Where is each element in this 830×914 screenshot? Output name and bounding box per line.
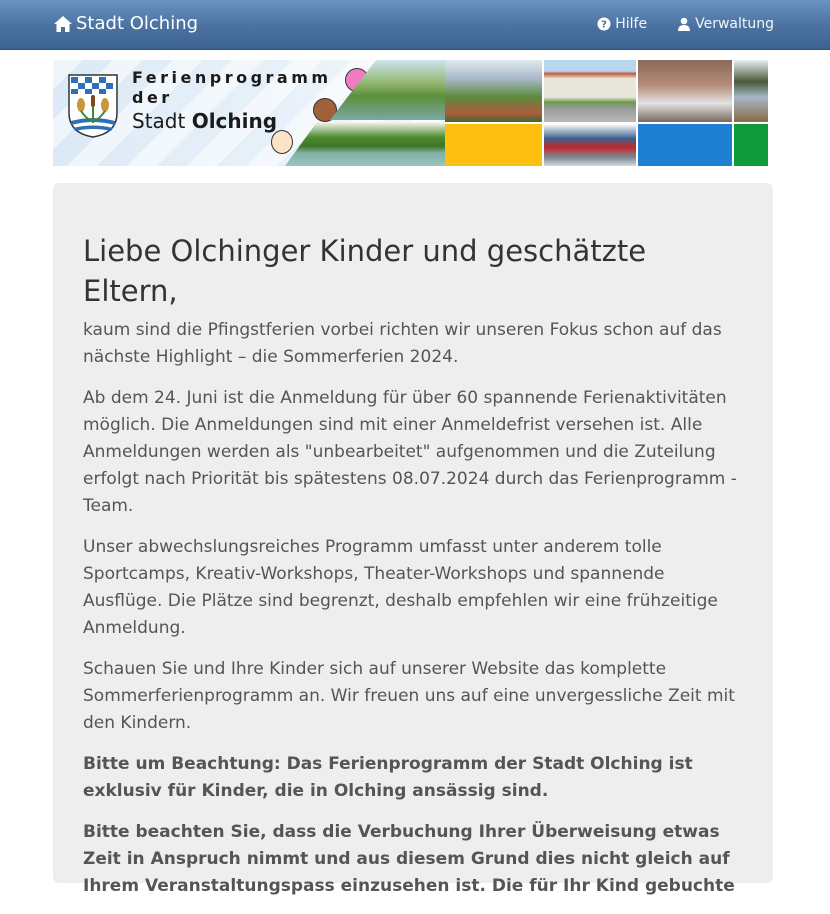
nav-link-hilfe[interactable] — [597, 16, 647, 32]
svg-text:?: ? — [601, 19, 608, 31]
kid-drawing-smile — [271, 130, 293, 154]
tile-yellow — [445, 124, 542, 166]
header-banner — [53, 60, 772, 166]
banner-logo-area — [53, 60, 445, 166]
user-icon — [677, 17, 691, 31]
banner-title-line3 — [132, 108, 332, 134]
brand-label: Stadt Olching — [76, 13, 199, 34]
welcome-heading: Liebe Olchinger Kinder und geschätzte Eltern, — [83, 234, 647, 308]
photo-modern-building — [544, 124, 636, 166]
question-circle-icon — [597, 17, 611, 31]
photo-river — [734, 60, 768, 122]
tile-green — [734, 124, 768, 166]
intro-paragraph: kaum sind die Pfingstferien vorbei richten wir unseren Fokus schon auf das nächste Highlight – die Sommerferien 2024. — [83, 320, 722, 367]
photo-festival — [638, 60, 732, 122]
residency-notice: Bitte um Beachtung: Das Ferienprogramm der Stadt Olching ist exklusiv für Kinder, die in Olching ansässig sind. — [83, 754, 693, 801]
website-paragraph: Schauen Sie und Ihre Kinder sich auf unserer Website das komplette Sommerferienprogramm an. Wir freuen uns auf eine unvergessliche Zeit mit den Kindern. — [83, 659, 735, 733]
program-paragraph: Unser abwechslungsreiches Programm umfasst unter anderem tolle Sportcamps, Kreativ-Workshops, Theater-Workshops und spannende Ausflüge. Die Plätze sind begrenzt, deshalb empfehlen wir eine frühzeitige Anmeldung. — [83, 537, 718, 638]
payment-notice: Bitte beachten Sie, dass die Verbuchung Ihrer Überweisung etwas Zeit in Anspruch nimmt und aus diesem Grund dies nicht gleich auf Ihrem Veranstaltungspass einzusehen ist. Die für Ihr Kind gebuchte — [83, 822, 735, 896]
registration-paragraph: Ab dem 24. Juni ist die Anmeldung für über 60 spannende Ferienaktivitäten möglich. Die Anmeldungen sind mit einer Anmeldefrist versehen ist. Alle Anmeldungen werden als "unbearbeitet" aufgenommen und die Zuteilung erfolgt nach Priorität bis spätestens 08.07.2024 durch das Ferienprogramm - Team. — [83, 388, 737, 516]
home-icon — [53, 15, 73, 33]
nav-link-hilfe-label: Hilfe — [615, 16, 648, 32]
banner-title-stadt: Stadt — [132, 109, 186, 133]
tile-blue — [638, 124, 732, 166]
banner-title-line1: Ferienprogramm — [132, 68, 332, 87]
welcome-content — [83, 231, 743, 914]
brand-home-link[interactable] — [53, 13, 198, 34]
coat-of-arms-icon — [67, 73, 119, 139]
photo-castle-lake — [330, 60, 445, 120]
nav-link-verwaltung[interactable] — [677, 16, 774, 32]
banner-title — [132, 68, 332, 134]
banner-photo-grid — [445, 60, 768, 166]
photo-building — [544, 60, 636, 122]
welcome-panel — [53, 183, 773, 896]
top-navbar — [0, 0, 830, 50]
nav-links — [597, 16, 774, 32]
banner-title-olching: Olching — [191, 109, 278, 133]
banner-title-line2: der — [132, 88, 173, 107]
photo-flags-flowers — [445, 60, 542, 122]
nav-link-verwaltung-label: Verwaltung — [695, 16, 774, 32]
